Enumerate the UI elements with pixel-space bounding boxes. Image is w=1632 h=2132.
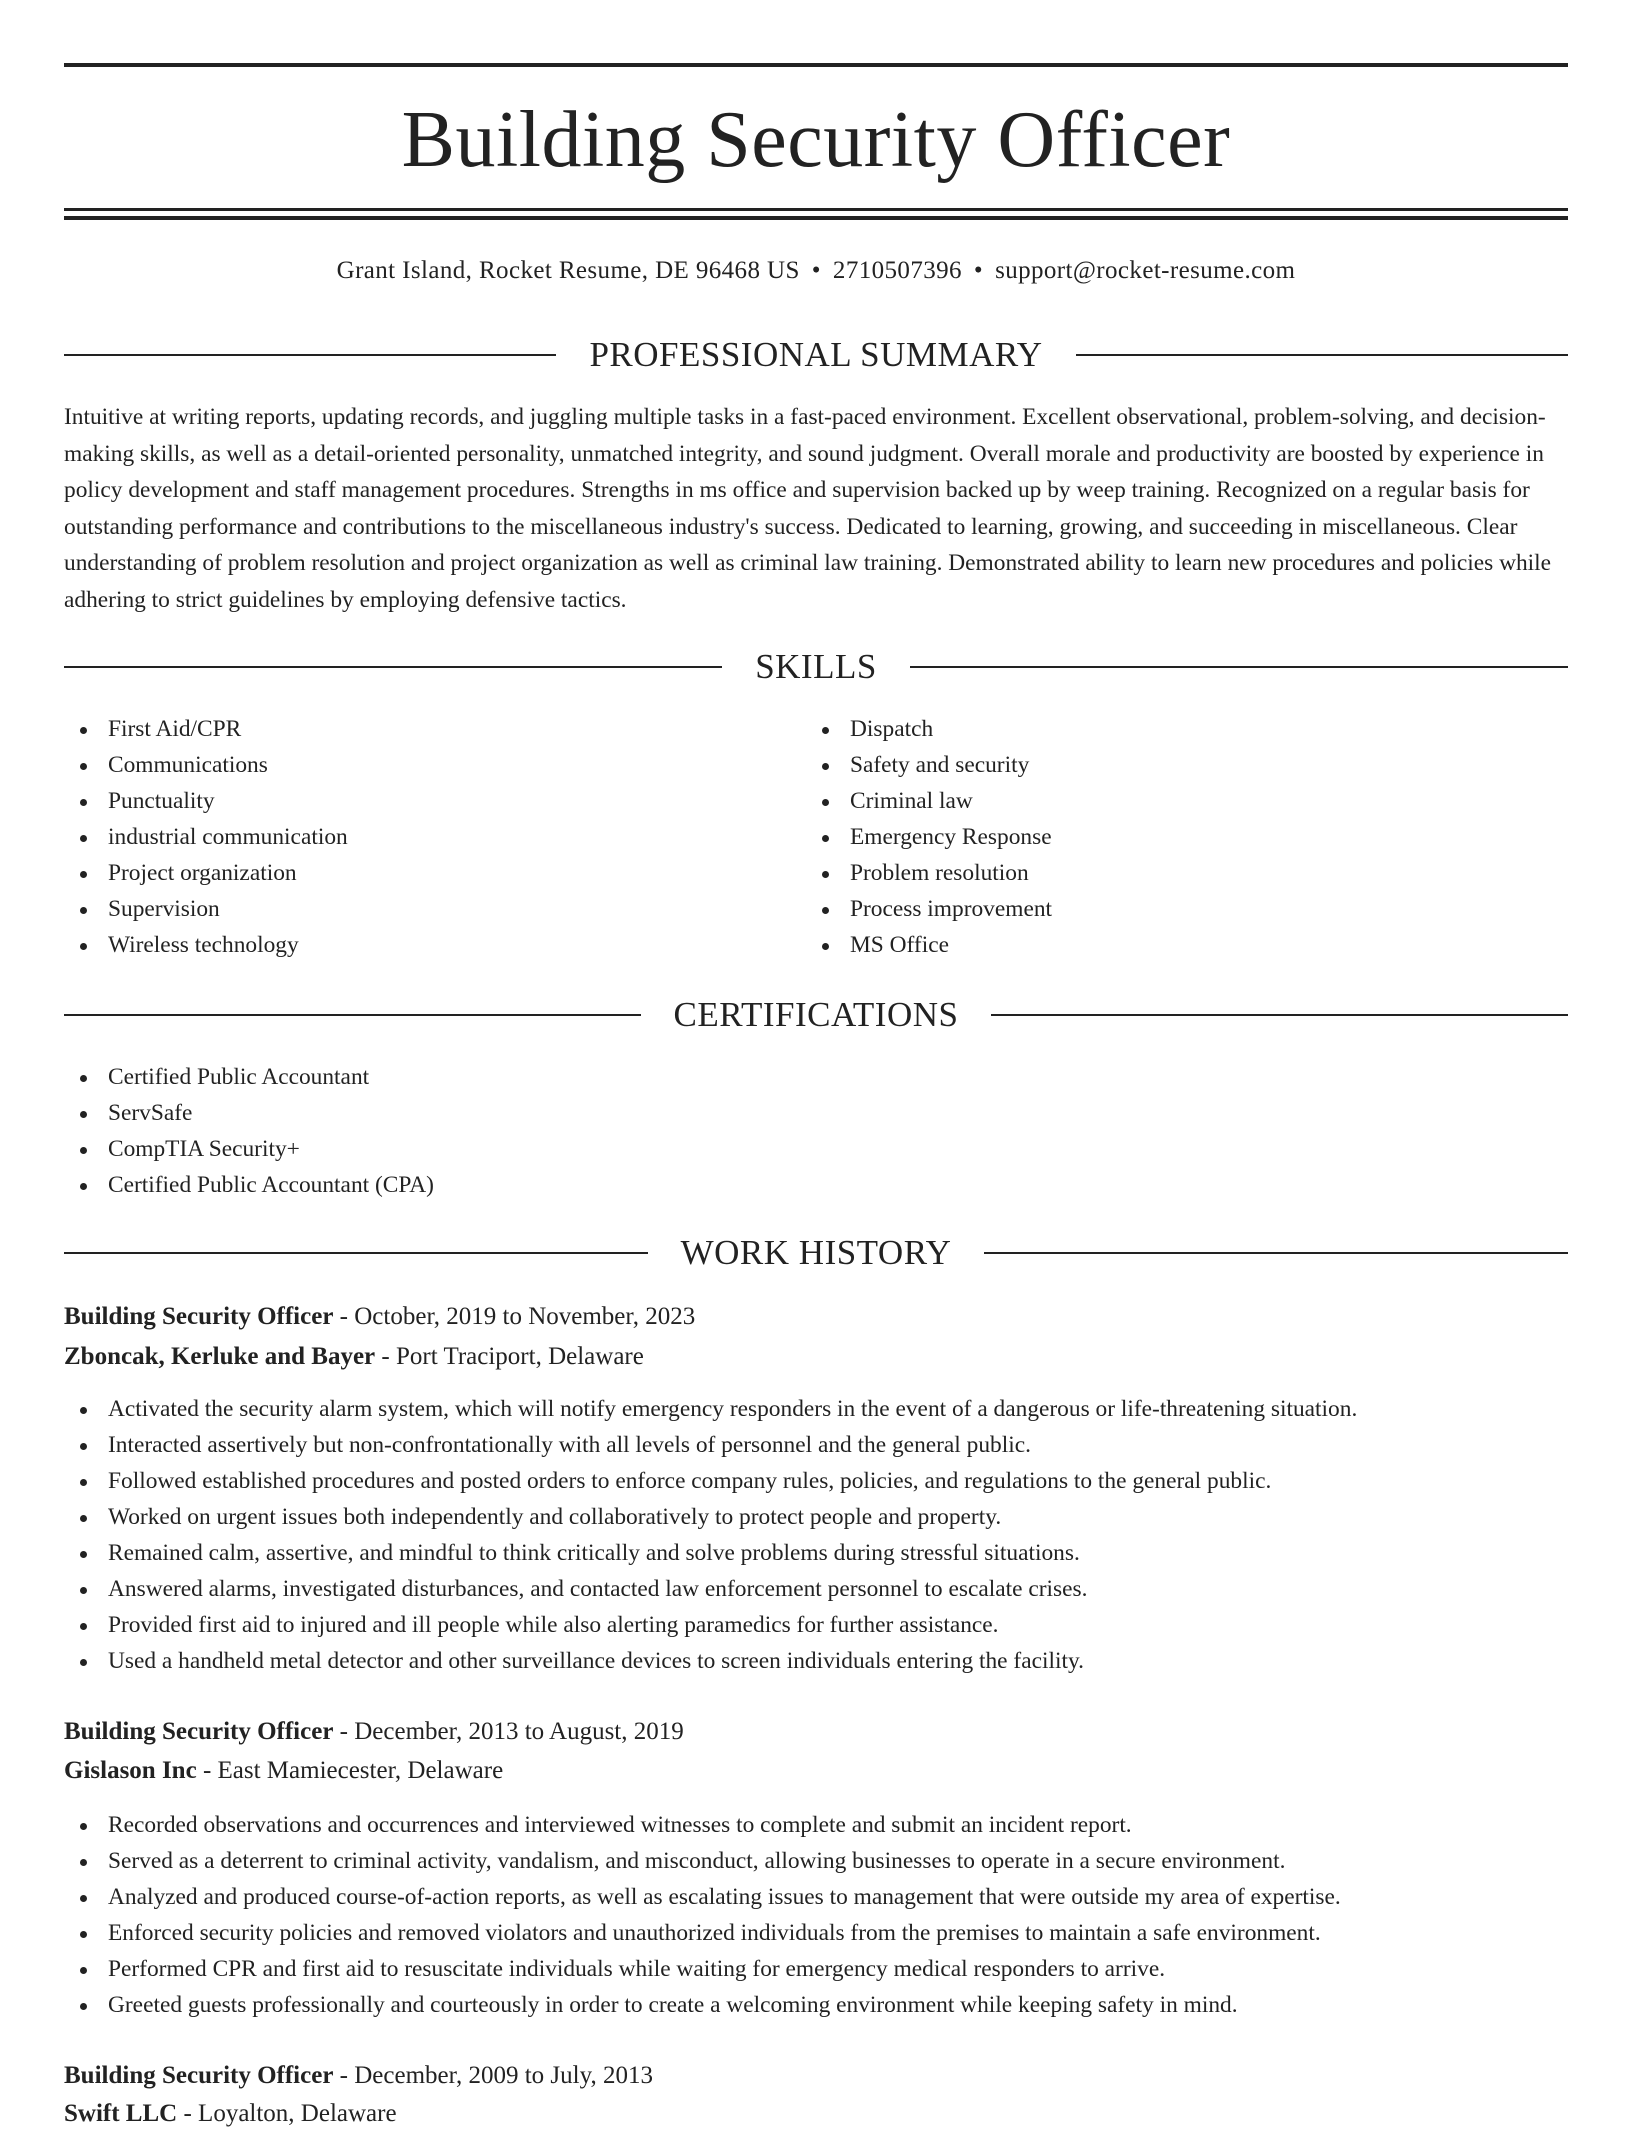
job-duty-item: Served as a deterrent to criminal activity, vandalism, and misconduct, allowing businesses to operate in a secure environment.	[64, 1843, 1568, 1879]
job-company: Swift LLC	[64, 2100, 178, 2127]
job-duties-list	[64, 1807, 1568, 2023]
job-title: Building Security Officer	[64, 1718, 334, 1745]
certifications-heading	[64, 993, 1568, 1037]
job-company: Gislason Inc	[64, 1757, 197, 1784]
heading-rule-right	[984, 1252, 1568, 1254]
resume-title: Building Security Officer	[401, 96, 1231, 184]
certifications-heading-label: CERTIFICATIONS	[673, 995, 959, 1034]
summary-heading-label: PROFESSIONAL SUMMARY	[589, 335, 1043, 374]
skill-item: Punctuality	[64, 783, 764, 819]
skills-list-right	[806, 711, 1506, 963]
skill-item: First Aid/CPR	[64, 711, 764, 747]
contact-separator: •	[811, 257, 821, 284]
heading-rule-right	[910, 666, 1568, 668]
contact-email: support@rocket-resume.com	[995, 257, 1296, 284]
job-duty-item: Analyzed and produced course-of-action reports, as well as escalating issues to management that were outside my area of expertise.	[64, 1879, 1568, 1915]
certification-item: CompTIA Security+	[64, 1131, 1568, 1167]
skill-item: Safety and security	[806, 747, 1506, 783]
skill-item: Dispatch	[806, 711, 1506, 747]
job-duty-item: Performed CPR and first aid to resuscitate individuals while waiting for emergency medical responders to arrive.	[64, 1951, 1568, 1987]
job-dates: - December, 2013 to August, 2019	[333, 1718, 684, 1745]
job-duty-item: Remained calm, assertive, and mindful to think critically and solve problems during stressful situations.	[64, 1535, 1568, 1571]
heading-rule-right	[991, 1014, 1568, 1016]
work-history-heading	[64, 1231, 1568, 1275]
certifications-list	[64, 1059, 1568, 1203]
job-company-line	[64, 1339, 1568, 1375]
job-duty-item: Used a handheld metal detector and other surveillance devices to screen individuals entering the facility.	[64, 1643, 1568, 1679]
skill-item: Wireless technology	[64, 927, 764, 963]
job-duty-item: Worked on urgent issues both independently and collaboratively to protect people and property.	[64, 1499, 1568, 1535]
job-title-line	[64, 1714, 1568, 1750]
job-duty-item: Greeted guests professionally and courteously in order to create a welcoming environment while keeping safety in mind.	[64, 1987, 1568, 2023]
skill-item: MS Office	[806, 927, 1506, 963]
job-title-line	[64, 1299, 1568, 1335]
job-duty-item: Provided first aid to injured and ill people while also alerting paramedics for further assistance.	[64, 1607, 1568, 1643]
job-company-line	[64, 2096, 1568, 2132]
job-duty-item: Interacted assertively but non-confrontationally with all levels of personnel and the general public.	[64, 1427, 1568, 1463]
skill-item: Communications	[64, 747, 764, 783]
heading-rule-left	[64, 1014, 641, 1016]
skills-heading-label: SKILLS	[755, 647, 877, 686]
skill-item: Criminal law	[806, 783, 1506, 819]
skills-list-left	[64, 711, 764, 963]
summary-text: Intuitive at writing reports, updating records, and juggling multiple tasks in a fast-paced environment. Excellent observational, problem-solving, and decision-making skills, as well as a detail-oriented personality, unmatched integrity, and sound judgment. Overall morale and productivity are boosted by experience in policy development and staff management procedures. Strengths in ms office and supervision backed up by weep training. Recognized on a regular basis for outstanding performance and contributions to the miscellaneous industry's success. Dedicated to learning, growing, and succeeding in miscellaneous. Clear understanding of problem resolution and project organization as well as criminal law training. Demonstrated ability to learn new procedures and policies while adhering to strict guidelines by employing defensive tactics.	[64, 404, 1552, 613]
job-duty-item: Answered alarms, investigated disturbances, and contacted law enforcement personnel to escalate crises.	[64, 1571, 1568, 1607]
contact-line	[64, 253, 1568, 289]
header-rule-upper	[64, 208, 1568, 211]
job-company-line	[64, 1753, 1568, 1789]
job-title: Building Security Officer	[64, 1303, 334, 1330]
job-location: - Loyalton, Delaware	[177, 2100, 397, 2127]
heading-rule-right	[1076, 354, 1568, 356]
job-duty-item: Recorded observations and occurrences and interviewed witnesses to complete and submit an incident report.	[64, 1807, 1568, 1843]
certification-item: Certified Public Accountant (CPA)	[64, 1167, 1568, 1203]
contact-address: Grant Island, Rocket Resume, DE 96468 US	[336, 257, 800, 284]
skills-column-right	[806, 711, 1506, 963]
skill-item: industrial communication	[64, 819, 764, 855]
header-top-rule	[64, 63, 1568, 67]
job-location: - East Mamiecester, Delaware	[196, 1757, 504, 1784]
header-rule-lower	[64, 216, 1568, 220]
job-duties-list	[64, 1391, 1568, 1679]
job-duty-item: Enforced security policies and removed violators and unauthorized individuals from the premises to maintain a safe environment.	[64, 1915, 1568, 1951]
job-title-line	[64, 2058, 1568, 2094]
certification-item: ServSafe	[64, 1095, 1568, 1131]
job-title: Building Security Officer	[64, 2062, 334, 2089]
skill-item: Emergency Response	[806, 819, 1506, 855]
certification-item: Certified Public Accountant	[64, 1059, 1568, 1095]
skills-heading	[64, 645, 1568, 689]
heading-rule-left	[64, 354, 556, 356]
skill-item: Project organization	[64, 855, 764, 891]
heading-rule-left	[64, 666, 722, 668]
work-history-heading-label: WORK HISTORY	[680, 1233, 952, 1272]
skill-item: Process improvement	[806, 891, 1506, 927]
summary-heading	[64, 333, 1568, 377]
job-dates: - December, 2009 to July, 2013	[333, 2062, 653, 2089]
job-dates: - October, 2019 to November, 2023	[333, 1303, 696, 1330]
skills-column-left	[64, 711, 764, 963]
heading-rule-left	[64, 1252, 648, 1254]
job-location: - Port Traciport, Delaware	[375, 1343, 644, 1370]
skill-item: Supervision	[64, 891, 764, 927]
skill-item: Problem resolution	[806, 855, 1506, 891]
job-company: Zboncak, Kerluke and Bayer	[64, 1343, 376, 1370]
job-duty-item: Activated the security alarm system, which will notify emergency responders in the event of a dangerous or life-threatening situation.	[64, 1391, 1568, 1427]
contact-separator: •	[973, 257, 984, 284]
contact-phone: 2710507396	[832, 257, 962, 284]
job-duty-item: Followed established procedures and posted orders to enforce company rules, policies, and regulations to the general public.	[64, 1463, 1568, 1499]
